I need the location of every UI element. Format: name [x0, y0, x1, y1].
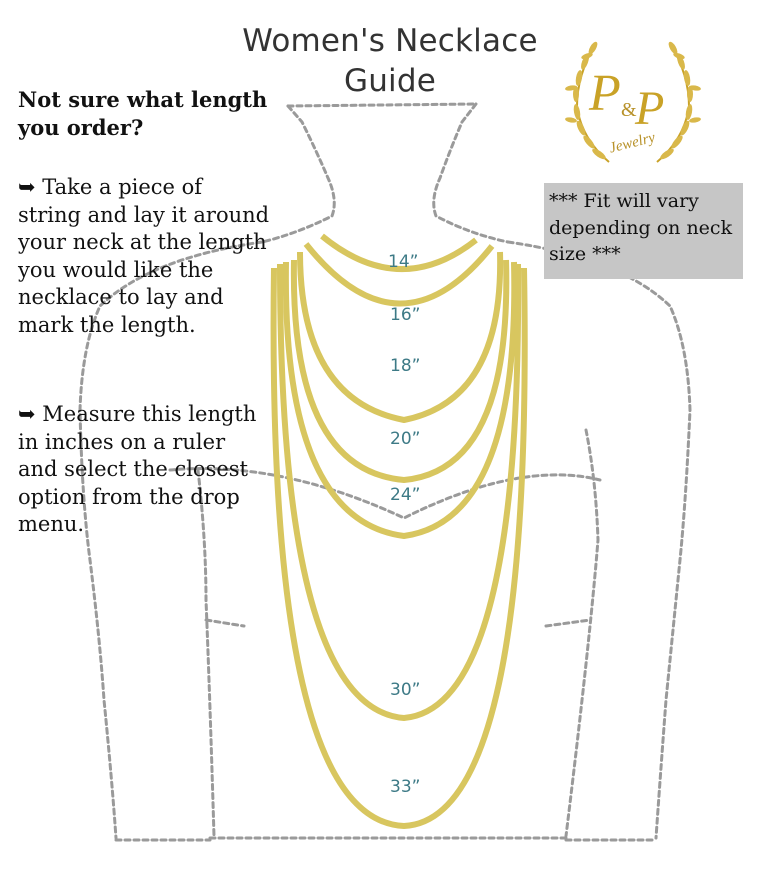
question-heading: Not sure what length you order? — [18, 87, 268, 140]
page-title-line2: Guide — [343, 63, 437, 99]
instruction-step-1: ➥ Take a piece of string and lay it around your neck at the length you would like the necklace to lay and mark the length. — [18, 175, 270, 337]
length-label-18: 18” — [390, 356, 421, 376]
length-label-24: 24” — [390, 485, 421, 505]
length-label-14: 14” — [388, 252, 419, 272]
length-label-16: 16” — [390, 305, 421, 325]
length-label-20: 20” — [390, 429, 421, 449]
svg-text:Jewelry: Jewelry — [607, 129, 657, 157]
length-label-33: 33” — [390, 777, 421, 797]
svg-text:P: P — [589, 65, 621, 122]
fit-note: *** Fit will vary depending on neck size *** — [544, 183, 743, 279]
instruction-step-2: ➥ Measure this length in inches on a ruler and select the closest option from the drop menu. — [18, 402, 257, 536]
length-label-30: 30” — [390, 680, 421, 700]
svg-text:&: & — [621, 99, 637, 121]
page-title-line1: Women's Necklace — [242, 23, 538, 59]
chain-18 — [300, 252, 500, 420]
svg-text:P: P — [635, 82, 665, 135]
brand-logo — [553, 26, 713, 176]
logo-monogram — [588, 65, 664, 157]
